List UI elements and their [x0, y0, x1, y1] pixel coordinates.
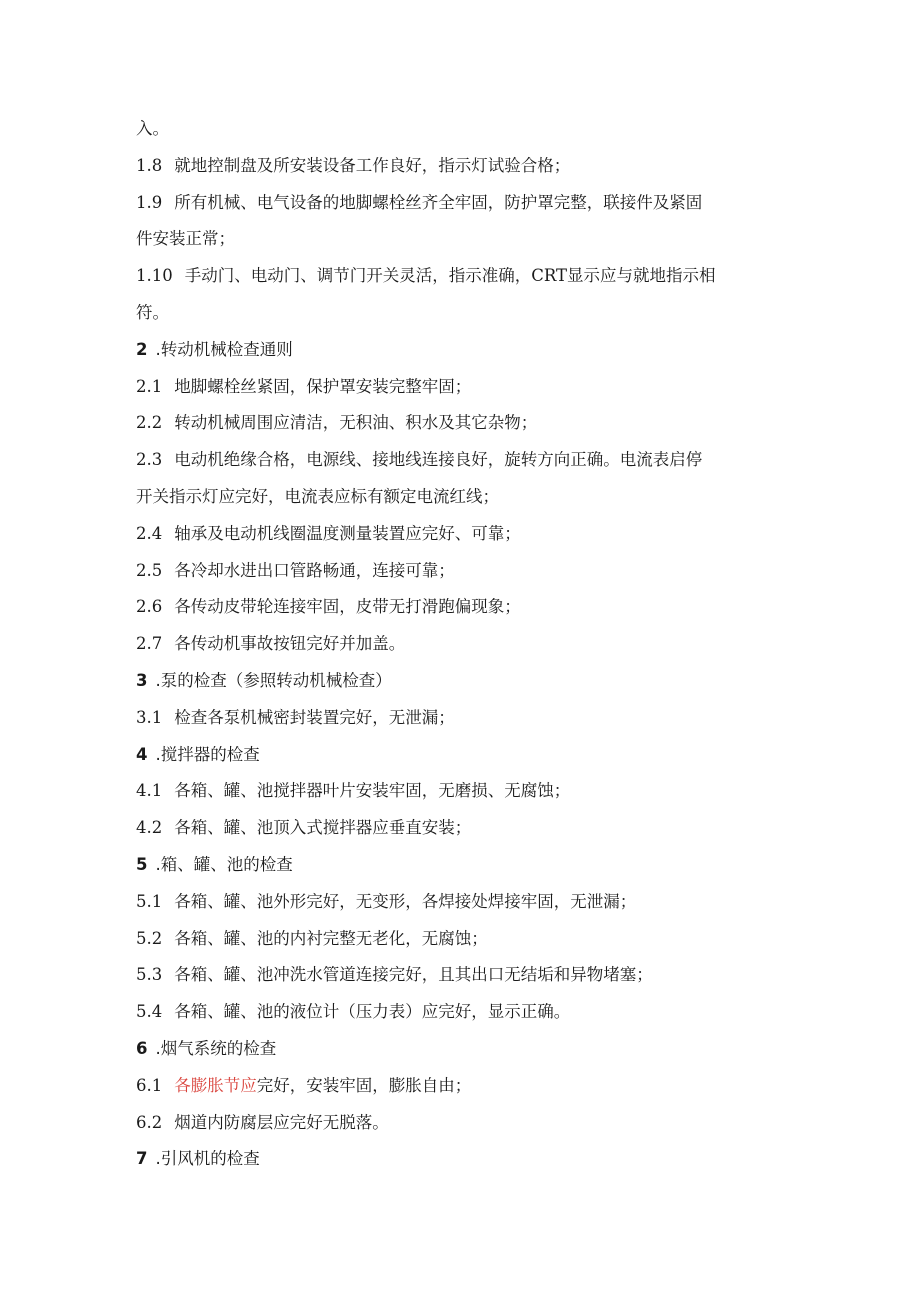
item-number: 1.8 — [136, 155, 163, 175]
item-number: 1.10 — [136, 266, 173, 286]
section-heading — [136, 737, 786, 774]
section-title: .引风机的检查 — [155, 1149, 260, 1169]
section-title: .搅拌器的检查 — [155, 744, 260, 764]
item-text: 所有机械、电气设备的地脚螺栓丝齐全牢固，防护罩完整，联接件及紧固 — [174, 192, 703, 212]
text-line — [136, 221, 786, 258]
list-item — [136, 516, 786, 553]
list-item — [136, 369, 786, 406]
item-number: 6.2 — [136, 1112, 163, 1132]
section-heading — [136, 332, 786, 369]
line-text: 入。 — [136, 119, 169, 138]
item-text: 地脚螺栓丝紧固，保护罩安装完整牢固； — [174, 376, 472, 396]
item-number: 6.1 — [136, 1075, 163, 1095]
list-item — [136, 884, 786, 921]
item-number: 2.1 — [136, 376, 163, 396]
item-number: 5.4 — [136, 1002, 163, 1022]
item-text: 各箱、罐、池的内衬完整无老化，无腐蚀； — [174, 928, 488, 948]
item-text: 各箱、罐、池冲洗水管道连接完好，且其出口无结垢和异物堵塞； — [174, 965, 653, 985]
item-text: 各箱、罐、池搅拌器叶片安装牢固，无磨损、无腐蚀； — [174, 781, 571, 801]
list-item — [136, 553, 786, 590]
section-number: 2 — [136, 339, 148, 359]
line-text: 开关指示灯应完好，电流表应标有额定电流红线； — [136, 486, 499, 506]
section-title: .转动机械检查通则 — [155, 339, 293, 359]
highlighted-text: 各膨胀节应 — [174, 1075, 257, 1095]
section-title: .烟气系统的检查 — [155, 1038, 277, 1058]
list-item — [136, 405, 786, 442]
list-item — [136, 185, 786, 222]
item-text: 就地控制盘及所安装设备工作良好，指示灯试验合格； — [174, 155, 571, 175]
item-text: 转动机械周围应清洁，无积油、积水及其它杂物； — [174, 413, 538, 433]
item-text: 轴承及电动机线圈温度测量装置应完好、可靠； — [174, 523, 521, 543]
item-number: 4.1 — [136, 781, 163, 801]
item-number: 1.9 — [136, 192, 163, 212]
item-text: 各箱、罐、池顶入式搅拌器应垂直安装； — [174, 818, 472, 838]
list-item — [136, 626, 786, 663]
line-text: 符。 — [136, 302, 169, 322]
item-text: 各传动机事故按钮完好并加盖。 — [174, 634, 406, 654]
section-heading — [136, 663, 786, 700]
list-item — [136, 921, 786, 958]
list-item — [136, 994, 786, 1031]
list-item — [136, 1068, 786, 1105]
item-number: 2.6 — [136, 597, 163, 617]
section-number: 3 — [136, 670, 148, 690]
item-number: 2.5 — [136, 560, 163, 580]
list-item — [136, 773, 786, 810]
line-text: 件安装正常； — [136, 229, 235, 249]
section-title: .泵的检查（参照转动机械检查） — [155, 670, 392, 690]
section-number: 5 — [136, 854, 148, 874]
item-text: 各传动皮带轮连接牢固，皮带无打滑跑偏现象； — [174, 597, 521, 617]
section-title: .箱、罐、池的检查 — [155, 854, 293, 874]
item-text: 各箱、罐、池外形完好，无变形，各焊接处焊接牢固，无泄漏； — [174, 891, 637, 911]
item-number: 2.3 — [136, 450, 163, 470]
item-number: 5.3 — [136, 965, 163, 985]
text-line — [136, 479, 786, 516]
list-item — [136, 1105, 786, 1142]
item-number: 5.2 — [136, 928, 163, 948]
item-text: 完好，安装牢固，膨胀自由； — [256, 1075, 472, 1095]
list-item — [136, 148, 786, 185]
list-item — [136, 810, 786, 847]
text-line — [136, 295, 786, 332]
section-number: 7 — [136, 1149, 148, 1169]
item-text: 电动机绝缘合格，电源线、接地线连接良好，旋转方向正确。电流表启停 — [174, 450, 703, 470]
document-body — [136, 111, 786, 1178]
item-number: 2.2 — [136, 413, 163, 433]
section-heading — [136, 1031, 786, 1068]
item-number: 4.2 — [136, 818, 163, 838]
item-text: 手动门、电动门、调节门开关灵活，指示准确，CRT显示应与就地指示相 — [184, 266, 716, 286]
section-heading — [136, 1141, 786, 1178]
item-text: 各冷却水进出口管路畅通，连接可靠； — [174, 560, 455, 580]
section-number: 4 — [136, 744, 148, 764]
list-item — [136, 589, 786, 626]
item-text: 各箱、罐、池的液位计（压力表）应完好，显示正确。 — [174, 1002, 571, 1022]
item-number: 3.1 — [136, 707, 163, 727]
item-text: 烟道内防腐层应完好无脱落。 — [174, 1112, 389, 1132]
text-line — [136, 111, 786, 148]
list-item — [136, 442, 786, 479]
item-number: 2.4 — [136, 523, 163, 543]
list-item — [136, 957, 786, 994]
item-number: 5.1 — [136, 891, 163, 911]
list-item — [136, 700, 786, 737]
item-text: 检查各泵机械密封装置完好，无泄漏； — [174, 707, 455, 727]
section-number: 6 — [136, 1038, 148, 1058]
item-number: 2.7 — [136, 634, 163, 654]
section-heading — [136, 847, 786, 884]
list-item — [136, 258, 786, 295]
